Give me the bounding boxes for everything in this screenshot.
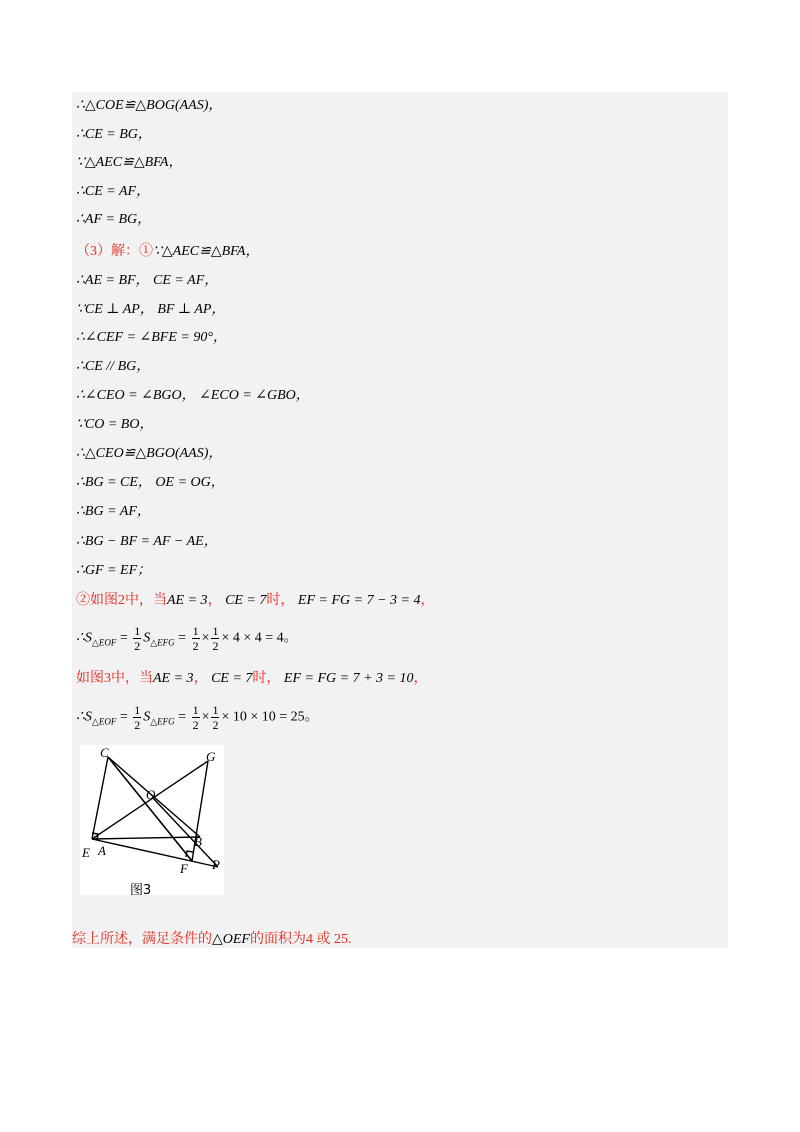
proof-line-1: ∴△COE≌△BOG(AAS)， [76, 98, 223, 113]
calc3-eq2: = [178, 709, 187, 725]
proof-line-16: ∴GF = EF； [76, 563, 152, 578]
label-g: G [206, 749, 216, 764]
case2-end: ， [420, 593, 435, 608]
label-c: C [100, 745, 109, 760]
label-f: F [180, 861, 188, 876]
proof-line-7: ∵CE ⊥ AP， BF ⊥ AP， [76, 302, 226, 317]
calc2-times: × [201, 630, 210, 646]
proof-line-13: ∴BG = CE， OE = OG， [76, 475, 225, 490]
case2-mid: 时， [266, 593, 295, 608]
calc2-frac3: $\frac{1}{2}$ [212, 624, 219, 653]
geometry-figure-3 [80, 745, 224, 898]
calc3-frac3: $\frac{1}{2}$ [212, 703, 219, 732]
proof-line-8: ∴∠CEF = ∠BFE = 90°， [76, 330, 227, 345]
part3-heading [76, 243, 259, 261]
case3-ef: EF = FG = 7 + 3 = 10 [283, 671, 414, 686]
part3-expr: ∵△AEC≌△BFA， [153, 244, 260, 259]
case3-ce: CE = 7 [211, 671, 253, 686]
proof-line-14: ∴BG = AF， [76, 504, 151, 519]
proof-line-15: ∴BG − BF = AF − AE， [76, 534, 218, 549]
label-p: P [212, 857, 220, 872]
calc3-sub1: △EOF [91, 716, 117, 727]
proof-line-10: ∴∠CEO = ∠BGO， ∠ECO = ∠GBO， [76, 388, 310, 403]
conclusion-line [72, 928, 351, 948]
proof-line-2: ∴CE = BG， [76, 127, 152, 142]
case2-line [76, 592, 434, 610]
case2-prefix: ②如图2中，当 [76, 593, 167, 608]
case3-area-calc [76, 703, 319, 732]
case2-ef: EF = FG = 7 − 3 = 4 [297, 593, 421, 608]
calc2-end: 。 [283, 630, 298, 646]
calc3-eq1: = [119, 709, 128, 725]
case3-ae: AE = 3 [153, 671, 194, 686]
label-e: E [82, 845, 90, 860]
calc2-s2: S [143, 630, 151, 646]
calc3-end: 。 [304, 709, 319, 725]
calc2-eq2: = [178, 630, 187, 646]
calc2-tail: × 4 × 4 = 4 [221, 630, 284, 646]
figure-diagram [80, 745, 224, 895]
case3-prefix: 如图3中，当 [76, 671, 153, 686]
label-o: O [146, 787, 156, 802]
case3-line [76, 670, 427, 688]
conclusion-triangle: △OEF [212, 932, 250, 947]
conclusion-suffix: 的面积为4 或 25. [249, 932, 352, 947]
calc2-frac2: $\frac{1}{2}$ [192, 624, 199, 653]
proof-line-11: ∵CO = BO， [76, 417, 154, 432]
label-b: B [194, 834, 202, 849]
calc3-times: × [201, 709, 210, 725]
part3-prefix: （3）解：① [76, 244, 153, 259]
proof-line-4: ∴CE = AF， [76, 184, 151, 199]
figure-caption: 图3 [130, 883, 152, 898]
label-a: A [98, 843, 106, 858]
case3-sep: ， [193, 671, 208, 686]
case3-end: ， [413, 671, 428, 686]
proof-line-3: ∵△AEC≌△BFA， [76, 155, 183, 170]
case2-ce: CE = 7 [225, 593, 267, 608]
calc3-frac2: $\frac{1}{2}$ [192, 703, 199, 732]
conclusion-prefix: 综上所述，满足条件的 [72, 932, 212, 947]
proof-line-5: ∴AF = BG， [76, 212, 152, 227]
proof-line-12: ∴△CEO≌△BGO(AAS)， [76, 446, 223, 461]
proof-line-9: ∴CE // BG， [76, 359, 151, 374]
case2-ae: AE = 3 [167, 593, 208, 608]
calc2-sub2: △EFG [150, 637, 175, 648]
calc2-eq1: = [119, 630, 128, 646]
calc3-lead: ∴S [76, 709, 92, 725]
case3-mid: 时， [252, 671, 281, 686]
calc3-sub2: △EFG [150, 716, 175, 727]
calc3-frac1: $\frac{1}{2}$ [134, 703, 141, 732]
calc2-lead: ∴S [76, 630, 92, 646]
case2-sep: ， [207, 593, 222, 608]
calc3-tail: × 10 × 10 = 25 [221, 709, 305, 725]
calc2-frac1: $\frac{1}{2}$ [134, 624, 141, 653]
case2-area-calc [76, 624, 298, 653]
proof-line-6: ∴AE = BF， CE = AF， [76, 273, 219, 288]
calc3-s2: S [143, 709, 151, 725]
calc2-sub1: △EOF [91, 637, 117, 648]
